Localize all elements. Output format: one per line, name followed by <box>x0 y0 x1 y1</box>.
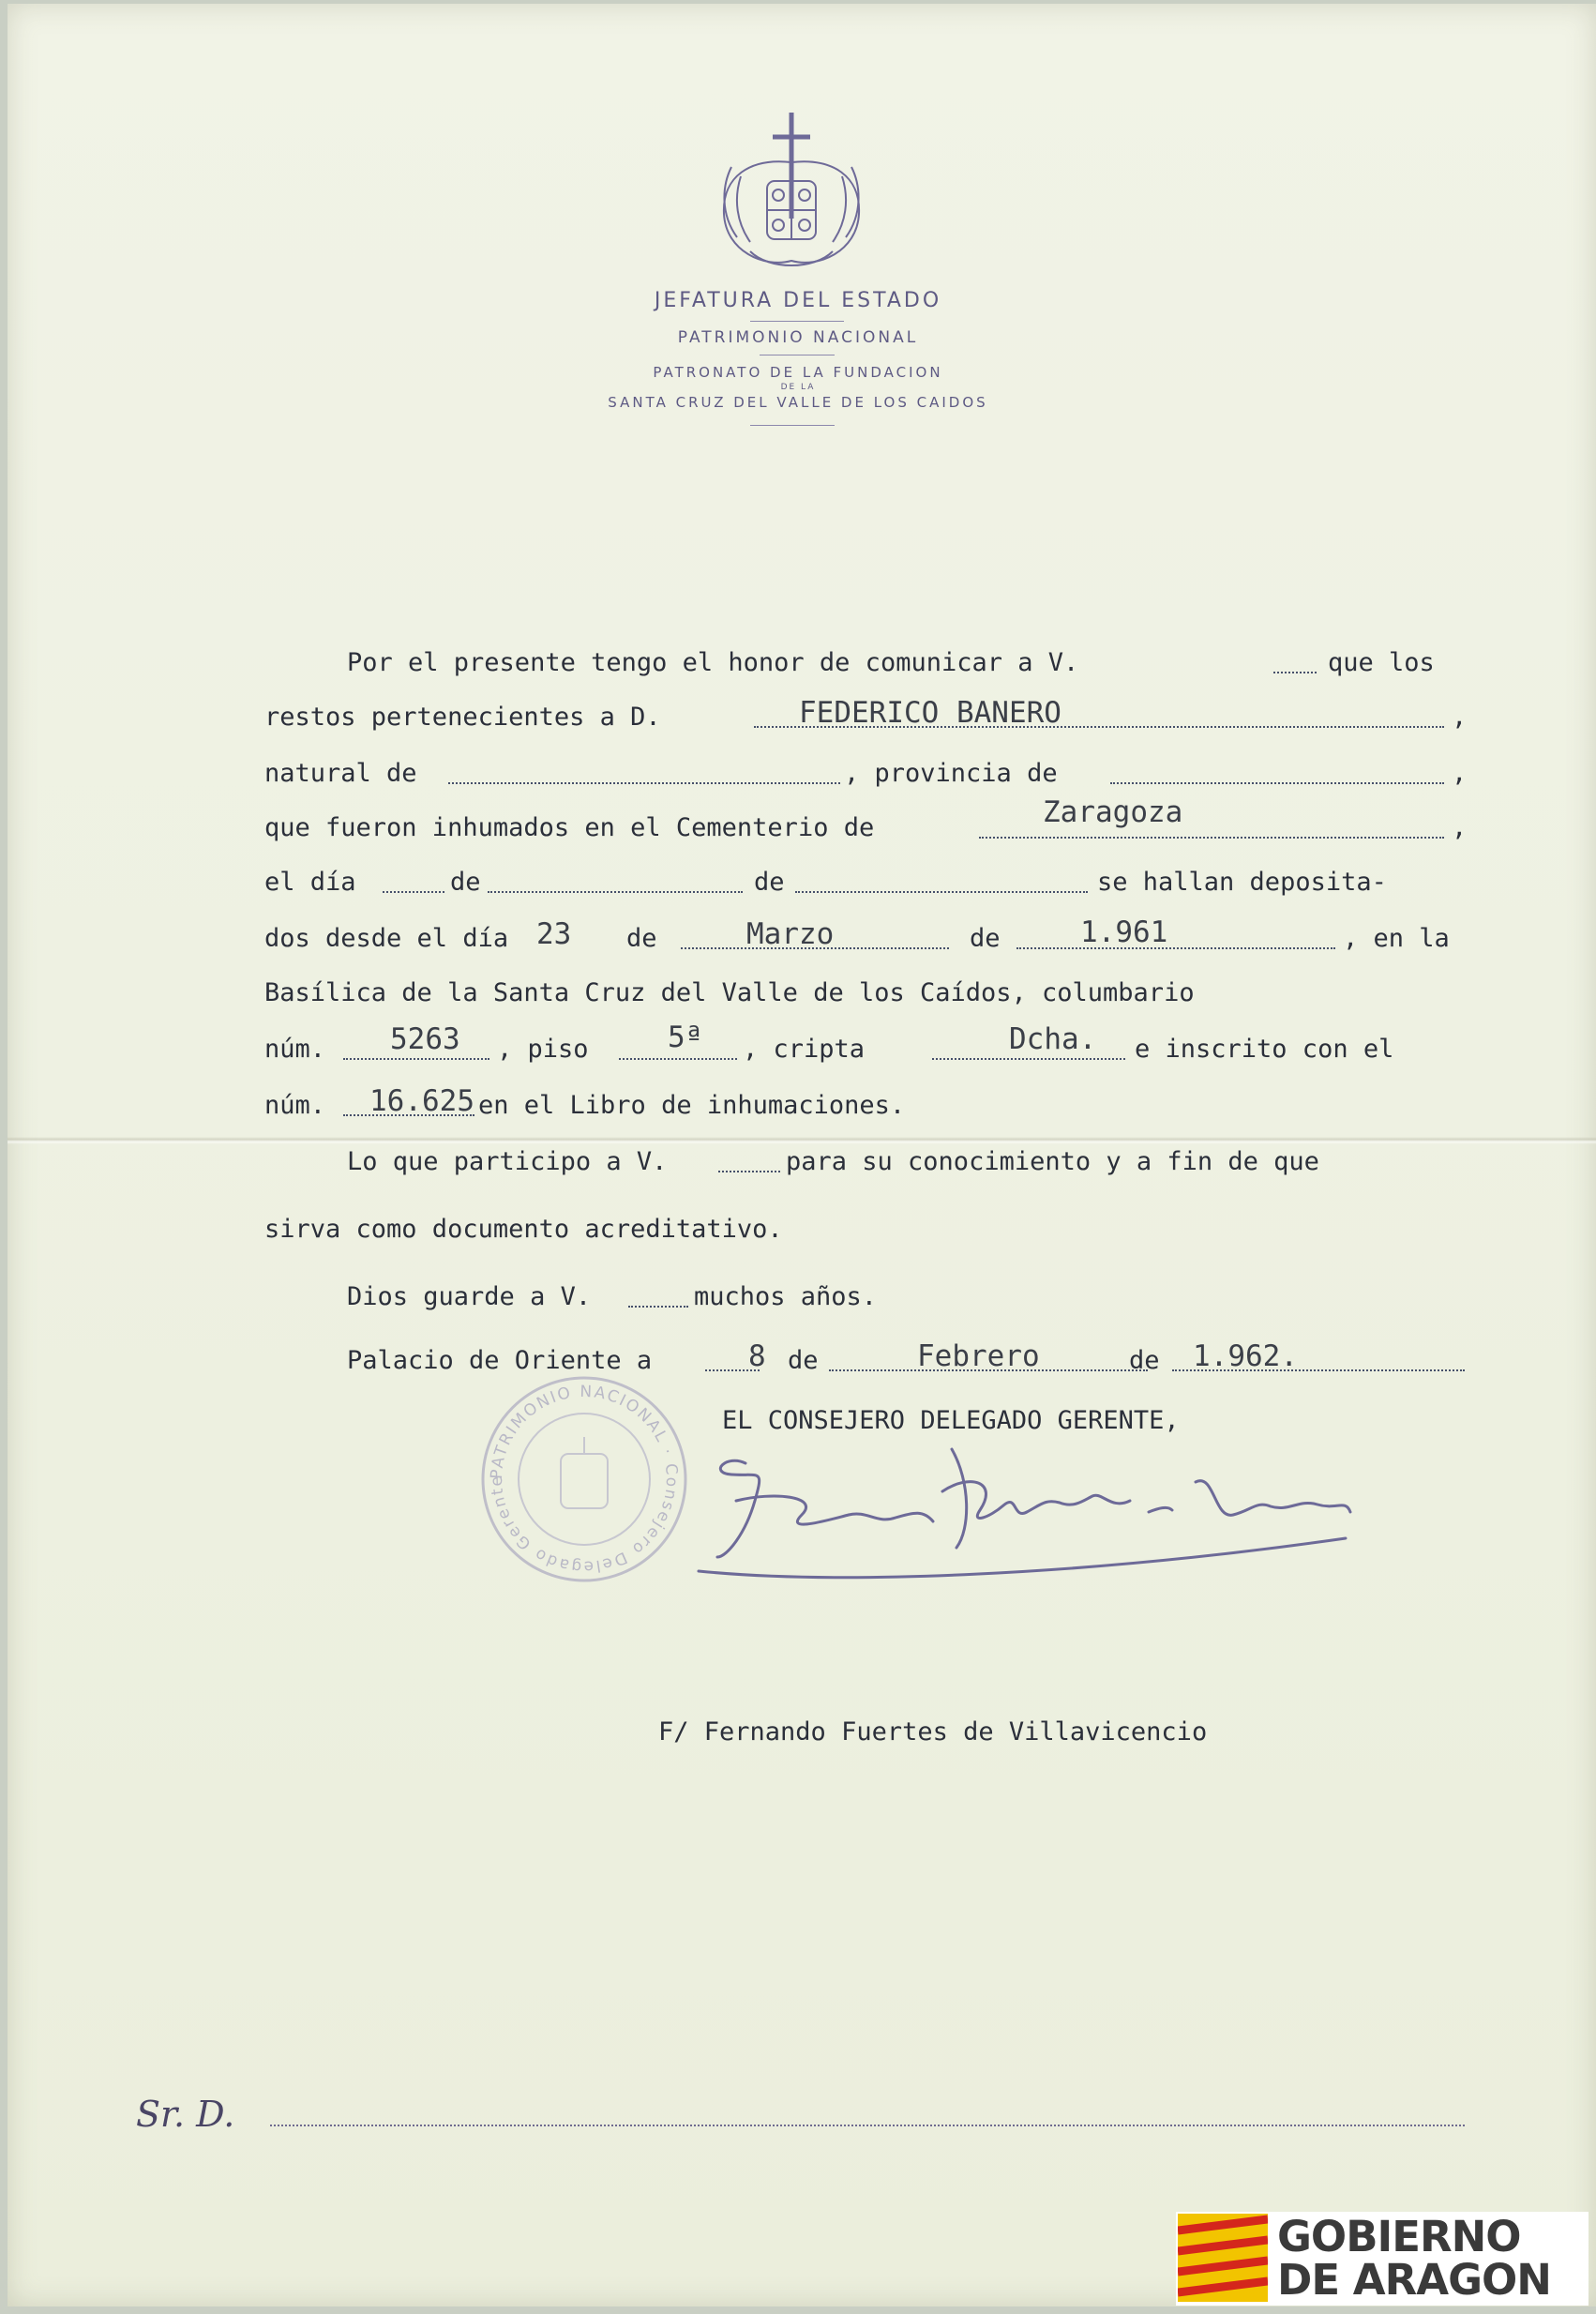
text: de <box>788 1346 819 1375</box>
letterhead-line-2: PATRIMONIO NACIONAL <box>677 328 919 347</box>
text: , provincia de <box>844 759 1058 788</box>
gobierno-de-aragon-logo <box>1176 2212 1588 2306</box>
text: de <box>1129 1346 1160 1375</box>
text: de <box>754 868 785 897</box>
body-line-11 <box>264 1206 1465 1253</box>
blank-field <box>1016 947 1335 949</box>
body-line-3 <box>264 750 1468 797</box>
text: en el Libro de inhumaciones. <box>478 1091 906 1120</box>
body-line-4 <box>264 795 1468 852</box>
text: , piso <box>497 1035 589 1064</box>
salutation: Sr. D. <box>136 2094 235 2135</box>
blank-field <box>488 891 743 893</box>
deposit-year: 1.961 <box>1080 915 1168 949</box>
official-stamp-seal <box>476 1371 692 1587</box>
deceased-name: FEDERICO BANERO <box>799 696 1061 730</box>
text: de <box>970 924 1001 953</box>
blank-field <box>979 837 1444 839</box>
svg-text:PATRIMONIO NACIONAL · Consejer <box>488 1383 681 1576</box>
floor-number: 5ª <box>668 1021 703 1054</box>
blank-field <box>718 1171 780 1172</box>
blank-field <box>448 782 840 784</box>
letterhead-rule <box>750 321 844 322</box>
blank-field <box>628 1306 688 1308</box>
text: Basílica de la Santa Cruz del Valle de los Caídos, columbario <box>264 978 1195 1007</box>
text: Por el presente tengo el honor de comunicar a V. <box>347 648 1079 677</box>
text: de <box>450 868 481 897</box>
body-line-7 <box>264 970 1465 1017</box>
deposit-month: Marzo <box>746 917 835 951</box>
blank-field <box>383 891 444 893</box>
blank-field <box>932 1058 1125 1060</box>
body-line-10 <box>347 1139 1465 1186</box>
text: núm. <box>264 1035 326 1064</box>
text: sirva como documento acreditativo. <box>264 1215 783 1244</box>
letterhead-rule <box>750 425 835 426</box>
blank-field <box>619 1058 737 1060</box>
body-line-8 <box>264 1021 1465 1073</box>
signer-title-line <box>722 1398 1378 1444</box>
text: e inscrito con el <box>1135 1035 1394 1064</box>
text: de <box>626 924 657 953</box>
columbarium-number: 5263 <box>390 1022 460 1056</box>
text: , <box>1452 813 1468 842</box>
text: dos desde el día <box>264 924 509 953</box>
letterhead-line-4: DE LA <box>780 383 816 392</box>
body-line-6 <box>264 915 1465 962</box>
issue-year: 1.962. <box>1193 1339 1298 1373</box>
text: se hallan deposita- <box>1097 868 1387 897</box>
text: núm. <box>264 1091 326 1120</box>
body-line-5 <box>264 859 1465 906</box>
body-line-2 <box>264 694 1468 741</box>
text: para su conocimiento y a fin de que <box>786 1147 1319 1176</box>
blank-field <box>1273 672 1317 673</box>
text: el día <box>264 868 356 897</box>
text: , <box>1452 703 1468 732</box>
logo-line-2: DE ARAGON <box>1277 2255 1551 2305</box>
signed-by-line <box>658 1709 1371 1756</box>
issue-day: 8 <box>748 1339 766 1373</box>
text: Dios guarde a V. <box>347 1282 592 1311</box>
signed-by: F/ Fernando Fuertes de Villavicencio <box>658 1717 1208 1747</box>
blank-field <box>1110 782 1444 784</box>
issue-month: Febrero <box>917 1339 1040 1373</box>
stamp-text: PATRIMONIO NACIONAL · Consejero Delegado Gerente <box>487 1382 682 1577</box>
text: muchos años. <box>694 1282 878 1311</box>
text: , cripta <box>743 1035 866 1064</box>
text: Palacio de Oriente a <box>347 1346 653 1375</box>
blank-field <box>343 1058 489 1060</box>
registry-number: 16.625 <box>369 1084 474 1118</box>
logo-line-1: GOBIERNO <box>1277 2212 1521 2261</box>
letterhead-line-1: JEFATURA DEL ESTADO <box>654 289 942 312</box>
body-line-1 <box>347 640 1465 687</box>
letterhead-line-5: SANTA CRUZ DEL VALLE DE LOS CAIDOS <box>608 394 988 411</box>
cemetery-city: Zaragoza <box>1043 795 1183 829</box>
signer-title: EL CONSEJERO DELEGADO GERENTE, <box>722 1406 1180 1435</box>
aragon-flag-icon <box>1178 2214 1268 2302</box>
text: Lo que participo a V. <box>347 1147 668 1176</box>
body-line-12 <box>347 1274 1465 1321</box>
text: natural de <box>264 759 417 788</box>
blank-field <box>795 891 1088 893</box>
text: restos pertenecientes a D. <box>264 703 661 732</box>
crest-emblem-icon <box>713 111 870 275</box>
deposit-day: 23 <box>536 917 572 951</box>
text: , <box>1452 759 1468 788</box>
text: que los <box>1328 648 1435 677</box>
letterhead-line-3: PATRONATO DE LA FUNDACION <box>653 364 943 381</box>
text: , en la <box>1343 924 1450 953</box>
text: que fueron inhumados en el Cementerio de <box>264 813 875 842</box>
handwritten-signature <box>689 1444 1364 1604</box>
recipient-blank <box>270 2125 1465 2126</box>
crypt-side: Dcha. <box>1009 1022 1097 1056</box>
body-line-9 <box>264 1082 1465 1129</box>
